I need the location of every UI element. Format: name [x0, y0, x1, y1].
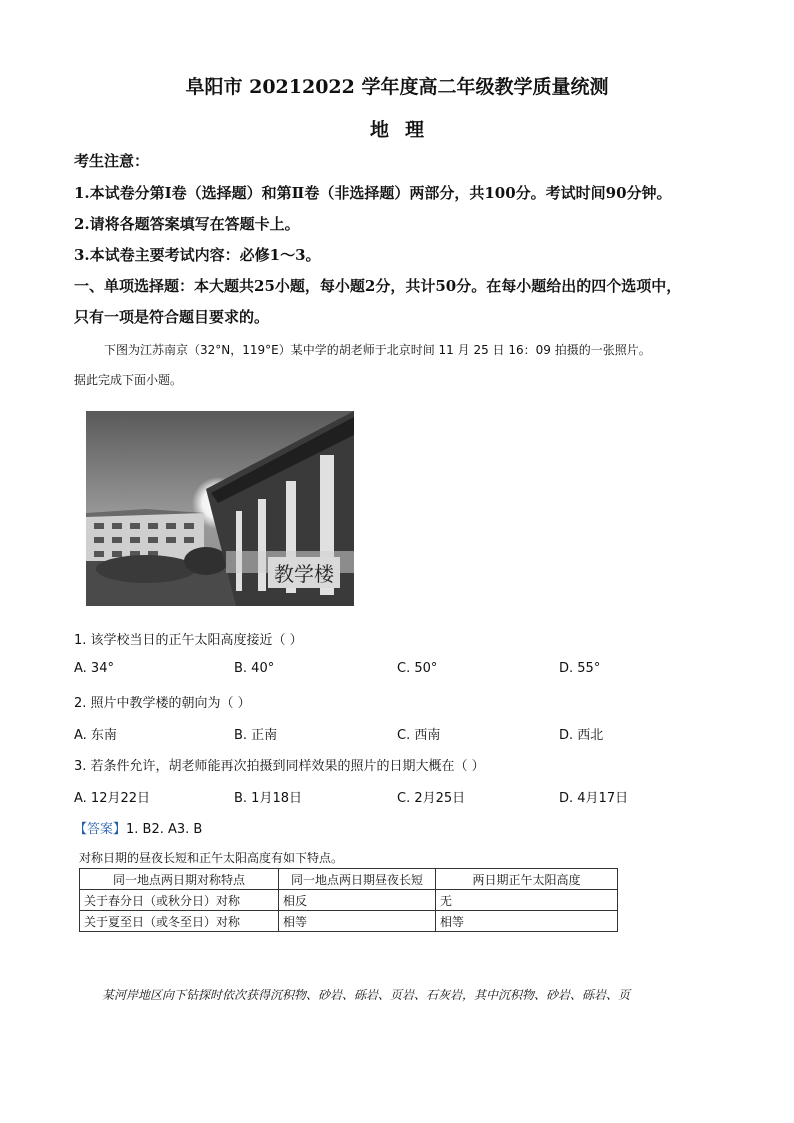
- question-1-stem: 1. 该学校当日的正午太阳高度接近（ ）: [74, 633, 303, 648]
- next-passage-text: 某河岸地区向下钻探时依次获得沉积物、砂岩、砾岩、页岩、石灰岩，其中沉积物、砂岩、砾岩、页: [102, 988, 631, 1002]
- question-3-option-d: D. 4月17日: [559, 791, 629, 806]
- table-header-cell: 两日期正午太阳高度: [436, 869, 618, 890]
- table-cell: 相反: [279, 890, 436, 911]
- table-header-cell: 同一地点两日期对称特点: [80, 869, 279, 890]
- notice-item-1: 1.本试卷分第Ⅰ卷（选择题）和第Ⅱ卷（非选择题）两部分，共100分。考试时间90分钟。: [74, 184, 672, 202]
- question-3-option-b: B. 1月18日: [234, 791, 302, 806]
- question-2-option-c: C. 西南: [397, 728, 441, 743]
- symmetry-table: [79, 868, 618, 932]
- answer-text: 1. B2. A3. B: [126, 822, 203, 837]
- question-1-option-c: C. 50°: [397, 661, 438, 676]
- table-cell: 关于夏至日（或冬至日）对称: [80, 911, 279, 932]
- answer-line: [74, 818, 202, 837]
- subject-title: 地理: [369, 119, 440, 141]
- question-2-option-b: B. 正南: [234, 728, 278, 743]
- intro-line-2: 据此完成下面小题。: [74, 373, 183, 387]
- notice-item-2: 2.请将各题答案填写在答题卡上。: [74, 215, 300, 233]
- intro-line-1: 下图为江苏南京（32°N，119°E）某中学的胡老师于北京时间 11 月 25 日 16：09 拍摄的一张照片。: [104, 343, 651, 357]
- question-3-stem: 3. 若条件允许，胡老师能再次拍摄到同样效果的照片的日期大概在（ ）: [74, 759, 485, 774]
- table-cell: 相等: [279, 911, 436, 932]
- answer-label: 【答案】: [74, 822, 127, 837]
- question-1-option-d: D. 55°: [559, 661, 601, 676]
- table-cell: 相等: [436, 911, 618, 932]
- notice-heading: 考生注意：: [74, 152, 150, 170]
- section-instruction-line-2: 只有一项是符合题目要求的。: [74, 308, 270, 326]
- table-header-cell: 同一地点两日期昼夜长短: [279, 869, 436, 890]
- notice-item-3: 3.本试卷主要考试内容：必修1～3。: [74, 246, 321, 264]
- question-2-option-a: A. 东南: [74, 728, 117, 743]
- page-title: 阜阳市 20212022 学年度高二年级教学质量统测: [185, 76, 609, 98]
- school-photo: [86, 411, 354, 606]
- question-2-option-d: D. 西北: [559, 728, 604, 743]
- question-1-option-a: A. 34°: [74, 661, 114, 676]
- explanation-intro: 对称日期的昼夜长短和正午太阳高度有如下特点。: [79, 851, 344, 865]
- table-cell: 关于春分日（或秋分日）对称: [80, 890, 279, 911]
- table-row: [80, 911, 618, 932]
- table-row: [80, 890, 618, 911]
- photo-caption: 教学楼: [268, 557, 340, 588]
- question-2-stem: 2. 照片中教学楼的朝向为（ ）: [74, 696, 251, 711]
- question-1-option-b: B. 40°: [234, 661, 275, 676]
- table-cell: 无: [436, 890, 618, 911]
- question-3-option-c: C. 2月25日: [397, 791, 466, 806]
- question-3-option-a: A. 12月22日: [74, 791, 151, 806]
- table-header-row: [80, 869, 618, 890]
- section-instruction-line-1: 一、单项选择题：本大题共25小题，每小题2分，共计50分。在每小题给出的四个选项中，: [74, 277, 682, 295]
